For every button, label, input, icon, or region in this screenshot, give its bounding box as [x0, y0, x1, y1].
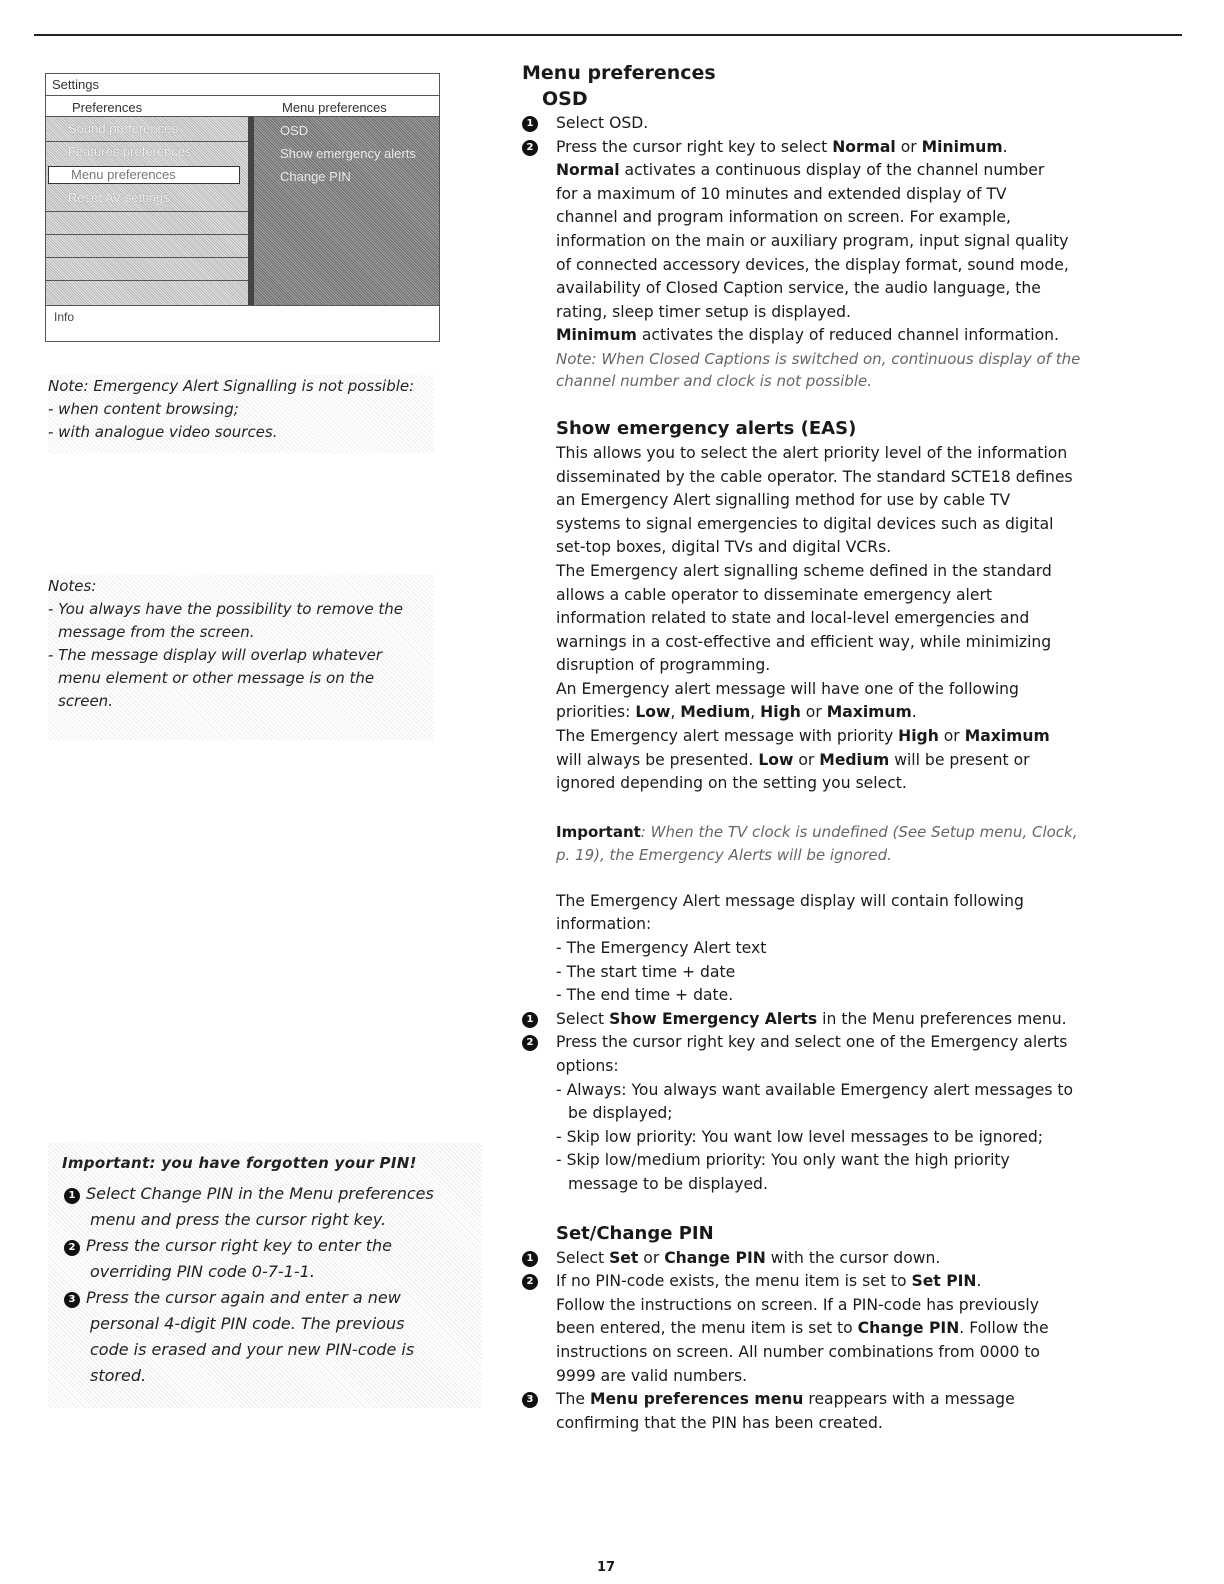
- step-text: The: [556, 1390, 590, 1409]
- important-label: Important: [556, 822, 641, 841]
- osd-heading: OSD: [542, 88, 588, 110]
- text-line: instructions on screen. All number combinations from 0000 to: [556, 1342, 1040, 1361]
- settings-screen-illustration: [45, 73, 440, 342]
- normal-description: [556, 159, 1162, 183]
- step-number-badge: 2: [522, 1274, 538, 1290]
- text-line: set-top boxes, digital TVs and digital VCRs.: [556, 538, 892, 557]
- note-line: message from the screen.: [58, 623, 255, 641]
- option-minimum: Minimum: [921, 137, 1003, 156]
- note-line: Note: Emergency Alert Signalling is not possible:: [48, 377, 415, 395]
- text-line: The Emergency alert signalling scheme defined in the standard: [556, 561, 1052, 580]
- text-line: information on the main or auxiliary program, input signal quality: [556, 231, 1069, 250]
- step-number-badge: 3: [64, 1292, 80, 1308]
- text-period: .: [1002, 137, 1008, 156]
- text-line: An Emergency alert message will have one of the following: [556, 679, 1019, 698]
- note-line: - You always have the possibility to remove the: [48, 600, 403, 618]
- step-number-badge: 3: [522, 1392, 538, 1408]
- option-line: be displayed;: [568, 1104, 673, 1123]
- important-note: [556, 820, 1162, 844]
- pin-step-text: code is erased and your new PIN-code is: [90, 1340, 415, 1359]
- text-line: channel and program information on screen. For example,: [556, 208, 1011, 227]
- note-line: - with analogue video sources.: [48, 423, 278, 441]
- settings-title: Settings: [52, 77, 99, 92]
- step-text: If no PIN-code exists, the menu item is set to: [556, 1272, 912, 1291]
- menu-item-osd[interactable]: OSD: [280, 123, 309, 138]
- text-line: availability of Closed Caption service, the audio language, the: [556, 279, 1041, 298]
- note-line: - The message display will overlap whatever: [48, 646, 383, 664]
- text-line: The Emergency alert message with priority: [556, 727, 899, 746]
- term-normal: Normal: [556, 161, 620, 180]
- text-priorities: priorities:: [556, 703, 636, 722]
- forgotten-pin-note: [48, 1143, 482, 1408]
- message-notes: [48, 575, 434, 740]
- pin-note-step: [64, 1285, 401, 1311]
- text-line: an Emergency Alert signalling method for use by cable TV: [556, 491, 1011, 510]
- text-line: rating, sleep timer setup is displayed.: [556, 302, 852, 321]
- priority-low: Low: [635, 703, 671, 722]
- text-line: 9999 are valid numbers.: [556, 1366, 748, 1385]
- menu-divider: [46, 211, 248, 212]
- text-or: or: [793, 750, 820, 769]
- text-line: information:: [556, 915, 652, 934]
- text-line: for a maximum of 10 minutes and extended display of TV: [556, 184, 1007, 203]
- step-text: Press the cursor right key and select one of the Emergency alerts: [556, 1033, 1068, 1052]
- step-text: reappears with a message: [803, 1390, 1015, 1409]
- note-line: - when content browsing;: [48, 400, 239, 418]
- note-line: screen.: [58, 692, 113, 710]
- left-menu: [46, 117, 248, 305]
- step-text: in the Menu preferences menu.: [817, 1009, 1067, 1028]
- important-text: p. 19), the Emergency Alerts will be ignored.: [556, 845, 892, 864]
- step-number-badge: 2: [64, 1240, 80, 1256]
- pin-step-text: Press the cursor again and enter a new: [86, 1288, 401, 1307]
- pin-note-step: [64, 1181, 434, 1207]
- priority-medium: Medium: [819, 750, 890, 769]
- pin-step-text: menu and press the cursor right key.: [90, 1210, 387, 1229]
- pin-step-text: Press the cursor right key to enter the: [86, 1236, 392, 1255]
- minimum-description: [556, 324, 1162, 348]
- menu-divider: [46, 280, 248, 281]
- text-or: or: [938, 727, 965, 746]
- menu-item-reset-av-settings[interactable]: Reset AV settings: [68, 190, 170, 205]
- text-line: systems to signal emergencies to digital devices such as digital: [556, 514, 1054, 533]
- note-line: Notes:: [48, 577, 97, 595]
- text-line: - The start time + date: [556, 962, 736, 981]
- pin-step-text: overriding PIN code 0-7-1-1.: [90, 1262, 315, 1281]
- step-number-badge: 1: [522, 116, 538, 132]
- settings-panel: [46, 116, 439, 306]
- text-line: . Follow the: [959, 1319, 1049, 1338]
- pin-step-text: stored.: [90, 1366, 147, 1385]
- term-change-pin: Change PIN: [857, 1319, 960, 1338]
- osd-note-line: channel number and clock is not possible.: [556, 371, 872, 390]
- text-line: confirming that the PIN has been created.: [556, 1413, 883, 1432]
- osd-step-1: [526, 112, 1162, 136]
- priority-maximum: Maximum: [826, 703, 912, 722]
- priorities-line: [556, 701, 1162, 725]
- eas-step-1: [526, 1008, 1162, 1032]
- menu-divider: [46, 234, 248, 235]
- step-text: Select OSD.: [556, 114, 649, 132]
- priority-high: High: [760, 703, 801, 722]
- menu-preferences-header: Menu preferences: [282, 100, 387, 115]
- priority-medium: Medium: [680, 703, 751, 722]
- priority-low: Low: [758, 750, 794, 769]
- term-set-pin: Set PIN: [911, 1272, 977, 1291]
- priority-high: High: [898, 727, 939, 746]
- eas-heading: Show emergency alerts (EAS): [556, 417, 857, 439]
- text-line: The Emergency Alert message display will contain following: [556, 891, 1024, 910]
- pin-step-3: [526, 1388, 1162, 1412]
- info-label: Info: [54, 310, 75, 324]
- step-number-badge: 2: [522, 1035, 538, 1051]
- note-line: menu element or other message is on the: [58, 669, 375, 687]
- text-line: will always be presented.: [556, 750, 759, 769]
- text-or: or: [895, 137, 922, 156]
- term-minimum: Minimum: [556, 326, 637, 345]
- pin-step-text: Select Change PIN in the Menu preferences: [86, 1184, 434, 1203]
- menu-item-change-pin[interactable]: Change PIN: [280, 169, 351, 184]
- step-number-badge: 1: [64, 1188, 80, 1204]
- priority-rule-line: [556, 749, 1162, 773]
- text-line: [556, 1317, 1162, 1341]
- text-line: been entered, the menu item is set to: [556, 1319, 858, 1338]
- step-text: with the cursor down.: [765, 1248, 941, 1267]
- text-line: This allows you to select the alert priority level of the information: [556, 443, 1068, 462]
- top-rule: [34, 34, 1182, 36]
- eas-note: [48, 375, 434, 453]
- step-number-badge: 2: [522, 140, 538, 156]
- menu-item-features-preferences[interactable]: Features preferences: [68, 144, 192, 159]
- text-line: - The Emergency Alert text: [556, 939, 767, 958]
- text-period: .: [976, 1272, 982, 1291]
- menu-item-sound-preferences[interactable]: Sound preferences: [68, 121, 178, 136]
- text-line: of connected accessory devices, the display format, sound mode,: [556, 255, 1069, 274]
- text-comma: ,: [750, 703, 761, 722]
- menu-divider: [46, 257, 248, 258]
- step-number-badge: 1: [522, 1251, 538, 1267]
- option-line: - Skip low/medium priority: You only want the high priority: [556, 1151, 1010, 1170]
- priority-maximum: Maximum: [964, 727, 1050, 746]
- text-line: disruption of programming.: [556, 656, 771, 675]
- preferences-header: Preferences: [72, 100, 143, 115]
- step-text: Select: [556, 1248, 610, 1267]
- text-line: information related to state and local-level emergencies and: [556, 609, 1030, 628]
- text-line: allows a cable operator to disseminate emergency alert: [556, 585, 993, 604]
- show-emergency-alerts-term: Show Emergency Alerts: [609, 1009, 818, 1028]
- option-line: - Always: You always want available Emergency alert messages to: [556, 1080, 1074, 1099]
- term-set: Set: [609, 1248, 639, 1267]
- title-divider: [46, 95, 439, 96]
- term-change-pin: Change PIN: [664, 1248, 766, 1267]
- option-line: message to be displayed.: [568, 1174, 768, 1193]
- page-number: 17: [597, 1560, 616, 1575]
- pin-note-step: [64, 1233, 392, 1259]
- pin-step-1: [526, 1247, 1162, 1271]
- pin-heading: Set/Change PIN: [556, 1222, 714, 1244]
- priority-rule-line: [556, 725, 1162, 749]
- text-line: disseminated by the cable operator. The standard SCTE18 defines: [556, 467, 1073, 486]
- text-or: or: [800, 703, 827, 722]
- step-text: options:: [556, 1057, 619, 1075]
- text-line: Follow the instructions on screen. If a PIN-code has previously: [556, 1295, 1039, 1314]
- text-line: ignored depending on the setting you select.: [556, 774, 907, 793]
- pin-step-2: [526, 1270, 1162, 1294]
- main-column: [522, 60, 1162, 1435]
- right-menu: [254, 117, 439, 305]
- text-comma: ,: [670, 703, 681, 722]
- option-line: - Skip low priority: You want low level messages to be ignored;: [556, 1127, 1044, 1146]
- text-or: or: [638, 1248, 665, 1267]
- osd-note-line: Note: When Closed Captions is switched on, continuous display of the: [556, 349, 1081, 368]
- text-line: warnings in a cost-effective and efficient way, while minimizing: [556, 632, 1052, 651]
- text-line: activates the display of reduced channel information.: [636, 326, 1059, 345]
- text-period: .: [911, 703, 917, 722]
- step-text: Select: [556, 1009, 610, 1028]
- menu-divider: [46, 141, 248, 142]
- osd-step-2: [526, 136, 1162, 160]
- term-menu-preferences-menu: Menu preferences menu: [589, 1390, 804, 1409]
- pin-note-title: Important: you have forgotten your PIN!: [62, 1154, 417, 1172]
- text-line: will be present or: [889, 750, 1030, 769]
- pin-step-text: personal 4-digit PIN code. The previous: [90, 1314, 405, 1333]
- eas-step-2: [526, 1031, 1162, 1055]
- page-title: Menu preferences: [522, 62, 716, 84]
- important-text: : When the TV clock is undefined (See Setup menu, Clock,: [640, 822, 1078, 841]
- text-line: - The end time + date.: [556, 986, 734, 1005]
- menu-item-show-emergency-alerts[interactable]: Show emergency alerts: [280, 146, 416, 161]
- step-number-badge: 1: [522, 1012, 538, 1028]
- option-normal: Normal: [832, 137, 896, 156]
- text-line: activates a continuous display of the channel number: [619, 161, 1045, 180]
- step-text: Press the cursor right key to select: [556, 137, 833, 156]
- menu-item-menu-preferences[interactable]: Menu preferences: [48, 166, 240, 184]
